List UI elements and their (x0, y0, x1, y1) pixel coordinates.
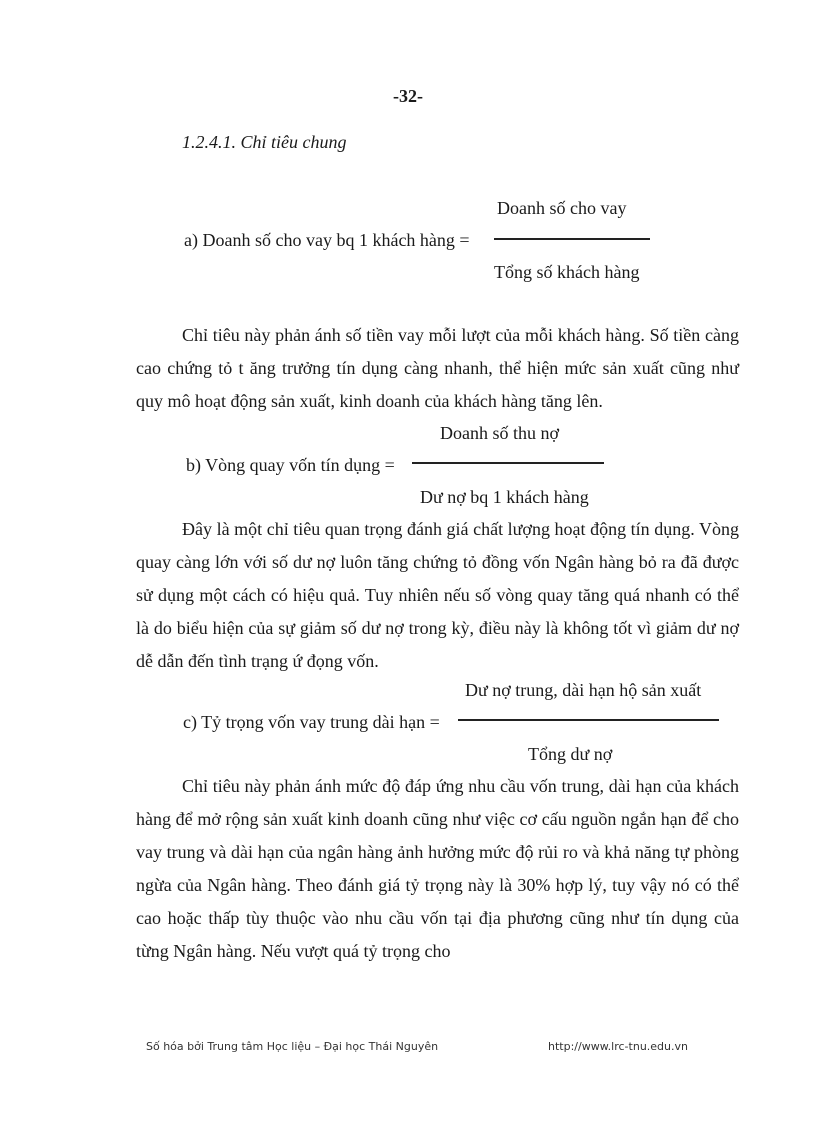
formula-c-label: c) Tỷ trọng vốn vay trung dài hạn = (183, 712, 440, 732)
formula-a-numerator: Doanh số cho vay (497, 198, 627, 218)
section-title: 1.2.4.1. Chỉ tiêu chung (182, 132, 347, 152)
formula-a-denominator: Tổng số khách hàng (494, 262, 640, 282)
formula-c-fraction-bar (458, 719, 719, 721)
footer-source: Số hóa bởi Trung tâm Học liệu – Đại học Thái Nguyên (146, 1040, 439, 1053)
page-number: -32- (393, 86, 423, 106)
paragraph-b: Đây là một chỉ tiêu quan trọng đánh giá chất lượng hoạt động tín dụng. Vòng quay càng lớn với số dư nợ luôn tăng chứng tỏ đồng vốn Ngân hàng bỏ ra đã được sử dụng một cách có hiệu quả. Tuy nhiên nếu số vòng quay tăng quá nhanh có thể là do biểu hiện của sự giảm số dư nợ trong kỳ, điều này là không tốt vì giảm dư nợ dễ dẫn đến tình trạng ứ đọng vốn. (136, 519, 739, 671)
formula-b-numerator: Doanh số thu nợ (440, 423, 560, 443)
formula-a-fraction-bar (494, 238, 650, 240)
formula-c-denominator: Tổng dư nợ (528, 744, 613, 764)
formula-a-label: a) Doanh số cho vay bq 1 khách hàng = (184, 230, 470, 250)
paragraph-a: Chỉ tiêu này phản ánh số tiền vay mỗi lượt của mỗi khách hàng. Số tiền càng cao chứng tỏ t ăng trưởng tín dụng càng nhanh, thể hiện mức sản xuất cũng như quy mô hoạt động sản xuất, kinh doanh của khách hàng tăng lên. (136, 325, 739, 411)
footer-url: http://www.lrc-tnu.edu.vn (548, 1040, 688, 1053)
formula-b-label: b) Vòng quay vốn tín dụng = (186, 455, 395, 475)
formula-c-numerator: Dư nợ trung, dài hạn hộ sản xuất (465, 680, 702, 700)
formula-b-fraction-bar (412, 462, 604, 464)
formula-b-denominator: Dư nợ bq 1 khách hàng (420, 487, 589, 507)
paragraph-c: Chỉ tiêu này phản ánh mức độ đáp ứng nhu cầu vốn trung, dài hạn của khách hàng để mở rộng sản xuất kinh doanh cũng như việc cơ cấu nguồn ngắn hạn để cho vay trung và dài hạn của ngân hàng ảnh hưởng mức độ rủi ro và khả năng tự phòng ngừa của Ngân hàng. Theo đánh giá tỷ trọng này là 30% hợp lý, tuy vậy nó có thể cao hoặc thấp tùy thuộc vào nhu cầu vốn tại địa phương cũng như tín dụng của từng Ngân hàng. Nếu vượt quá tỷ trọng cho (136, 776, 739, 961)
